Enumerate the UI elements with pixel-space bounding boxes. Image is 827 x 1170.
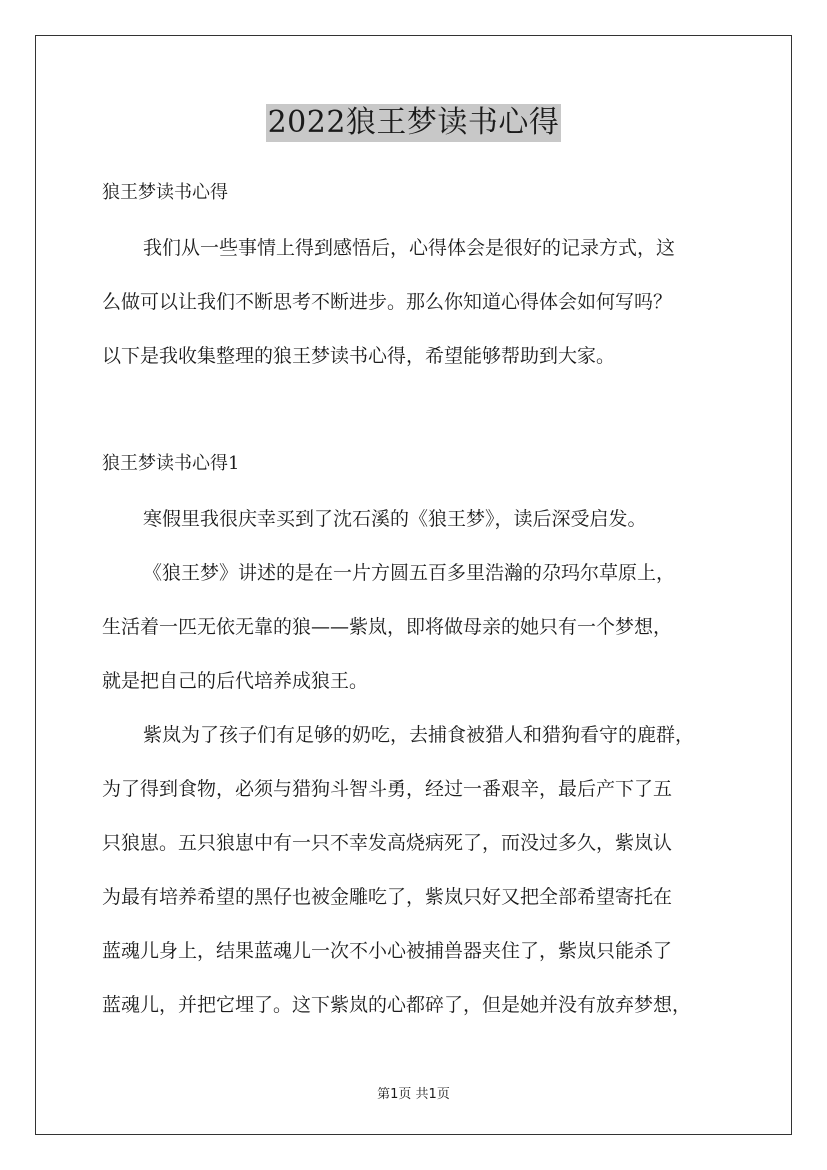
intro-line: 我们从一些事情上得到感悟后，心得体会是很好的记录方式，这: [143, 237, 676, 259]
body-line: 为了得到食物，必须与猎狗斗智斗勇，经过一番艰辛，最后产下了五: [102, 778, 673, 800]
intro-line: 么做可以让我们不断思考不断进步。那么你知道心得体会如何写吗？: [102, 291, 673, 313]
body-line: 蓝魂儿，并把它埋了。这下紫岚的心都碎了，但是她并没有放弃梦想，: [102, 994, 692, 1016]
body-line: 生活着一匹无依无靠的狼——紫岚，即将做母亲的她只有一个梦想，: [102, 616, 673, 638]
body-line: 就是把自己的后代培养成狼王。: [102, 670, 369, 692]
intro-line: 以下是我收集整理的狼王梦读书心得，希望能够帮助到大家。: [102, 345, 616, 367]
body-line: 紫岚为了孩子们有足够的奶吃，去捕食被猎人和猎狗看守的鹿群，: [143, 724, 695, 746]
title-wrapper: [0, 104, 827, 142]
document-title: 2022狼王梦读书心得: [267, 105, 560, 140]
body-line: 《狼王梦》讲述的是在一片方圆五百多里浩瀚的尕玛尔草原上，: [143, 562, 676, 584]
page-footer: 第1页 共1页: [377, 1087, 450, 1102]
subtitle: 狼王梦读书心得: [102, 182, 228, 203]
body-line: 寒假里我很庆幸买到了沈石溪的《狼王梦》，读后深受启发。: [143, 508, 647, 530]
section-heading: 狼王梦读书心得1: [102, 453, 240, 474]
body-line: 蓝魂儿身上，结果蓝魂儿一次不小心被捕兽器夹住了，紫岚只能杀了: [102, 940, 673, 962]
body-line: 只狼崽。五只狼崽中有一只不幸发高烧病死了，而没过多久，紫岚认: [102, 832, 673, 854]
body-line: 为最有培养希望的黑仔也被金雕吃了，紫岚只好又把全部希望寄托在: [102, 886, 673, 908]
